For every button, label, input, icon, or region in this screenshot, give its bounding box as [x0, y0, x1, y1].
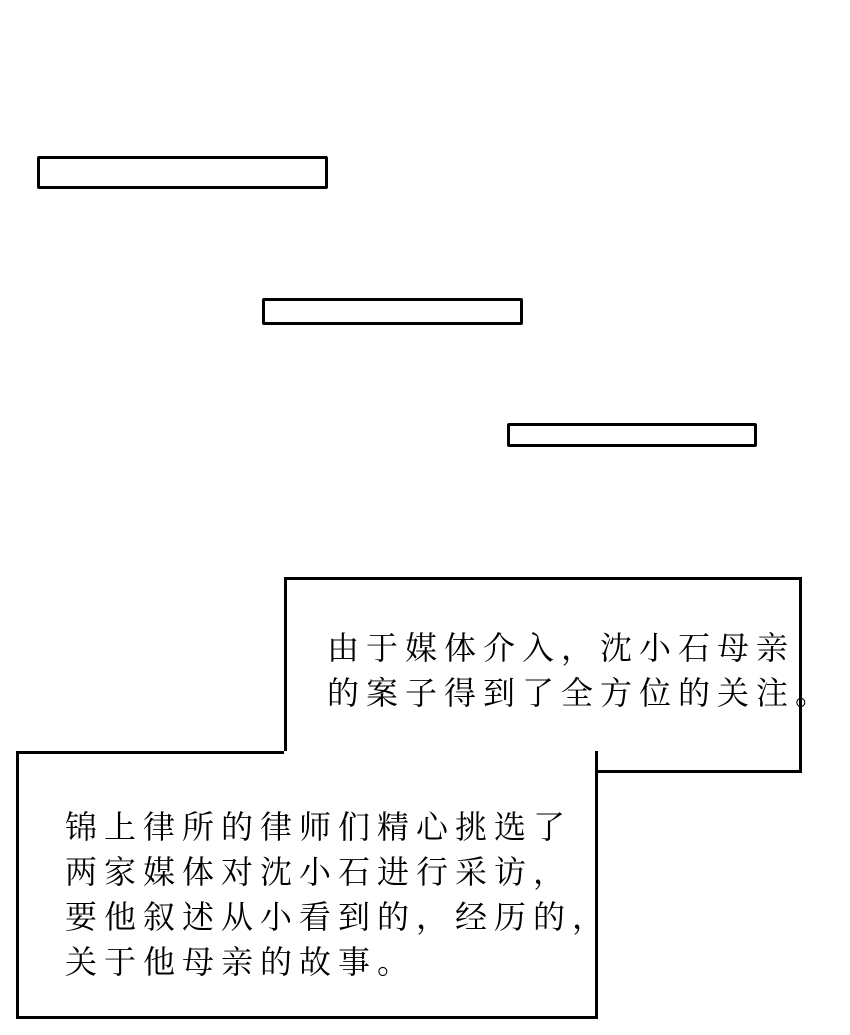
caption-box-join — [284, 751, 595, 773]
caption-line: 由于媒体介入，沈小石母亲 — [327, 629, 796, 667]
empty-caption-bar-bottom — [507, 423, 757, 447]
caption-text-upper — [327, 626, 834, 716]
caption-line: 锦上律所的律师们精心挑选了 — [65, 808, 573, 846]
caption-line: 关于他母亲的故事。 — [65, 943, 417, 981]
caption-line: 两家媒体对沈小石进行采访， — [65, 853, 573, 891]
caption-line: 要他叙述从小看到的，经历的， — [65, 898, 612, 936]
empty-caption-bar-middle — [262, 298, 523, 325]
caption-line: 的案子得到了全方位的关注。 — [327, 674, 835, 712]
empty-caption-bar-top — [37, 156, 328, 189]
caption-text-lower — [65, 805, 611, 985]
